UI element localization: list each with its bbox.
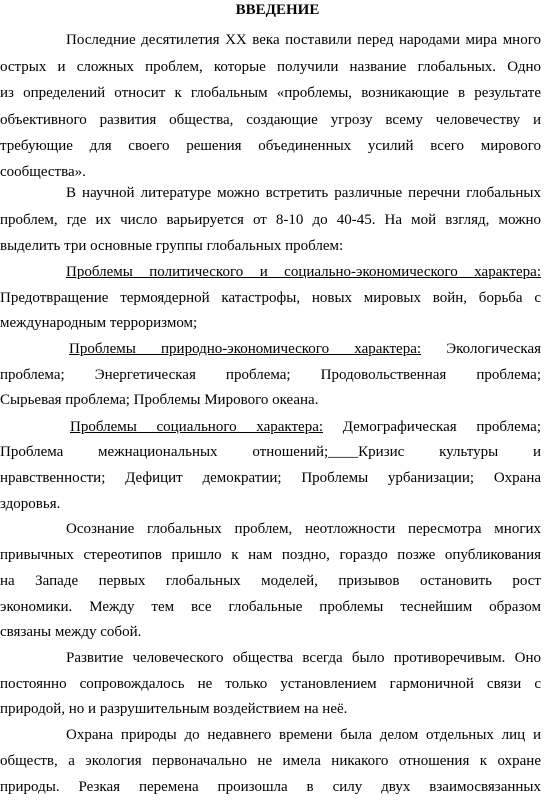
text-segment: Экологическая — [446, 341, 541, 357]
text-line: Сырьевая проблема; Проблемы Мирового океана. — [0, 392, 319, 408]
text-line: выделить три основные группы глобальных проблем: — [0, 238, 344, 254]
text-line — [70, 418, 541, 437]
text-line: на Западе первых глобальных моделей, призывов остановить рост — [0, 573, 541, 589]
text-line: обществ, а экология первоначально не имела никакого отношения к охране — [0, 753, 541, 769]
text-line: Предотвращение термоядерной катастрофы, новых мировых войн, борьба с — [0, 290, 541, 306]
text-line: Осознание глобальных проблем, неотложности пересмотра многих — [66, 521, 541, 537]
text-line: Последние десятилетия XX века поставили перед народами мира много — [66, 32, 541, 48]
text-line: постоянно сопровождалось не только установлением гармоничной связи с — [0, 676, 541, 692]
text-line: требующие для своего решения объединенных усилий всего мирового — [0, 138, 541, 154]
section-heading: Проблемы социального характера: — [70, 419, 324, 435]
text-segment: Демографическая проблема; — [342, 419, 541, 435]
document-title: ВВЕДЕНИЕ — [235, 2, 320, 18]
text-line: объективного развития общества, создающие угрозу всему человечеству и — [0, 112, 541, 128]
text-line: природой, но и разрушительным воздействием на неё. — [0, 701, 348, 717]
text-line: нравственности; Дефицит демократии; Проблемы урбанизации; Охрана — [0, 470, 541, 486]
text-line: Развитие человеческого общества всегда было противоречивым. Оно — [66, 650, 541, 666]
text-line: привычных стереотипов пришло к нам поздно, гораздо позже опубликования — [0, 547, 541, 563]
text-line: международным терроризмом; — [0, 315, 198, 331]
text-line: В научной литературе можно встретить различные перечни глобальных — [66, 185, 541, 201]
text-line: связаны между собой. — [0, 624, 142, 640]
text-line: Охрана природы до недавнего времени была делом отдельных лиц и — [66, 727, 541, 743]
text-line: из определений относит к глобальным «проблемы, возникающие в результате — [0, 85, 541, 101]
text-line: острых и сложных проблем, которые получили название глобальных. Одно — [0, 59, 541, 75]
text-line: сообщества». — [0, 164, 86, 180]
text-line: проблема; Энергетическая проблема; Продовольственная проблема; — [0, 367, 541, 383]
text-line: экономики. Между тем все глобальные проблемы теснейшим образом — [0, 599, 541, 615]
section-heading: Проблемы природно-экономического характера: — [69, 341, 422, 357]
text-line — [69, 340, 541, 359]
text-line: Проблема межнациональных отношений;____Кризис культуры и — [0, 444, 541, 460]
text-line: Проблемы политического и социально-экономического характера: — [66, 264, 541, 280]
text-line: природы. Резкая перемена произошла в силу двух взаимосвязанных — [0, 779, 541, 795]
text-line: проблем, где их число варьируется от 8-10 до 40-45. На мой взгляд, можно — [0, 212, 541, 228]
text-line: здоровья. — [0, 496, 61, 512]
